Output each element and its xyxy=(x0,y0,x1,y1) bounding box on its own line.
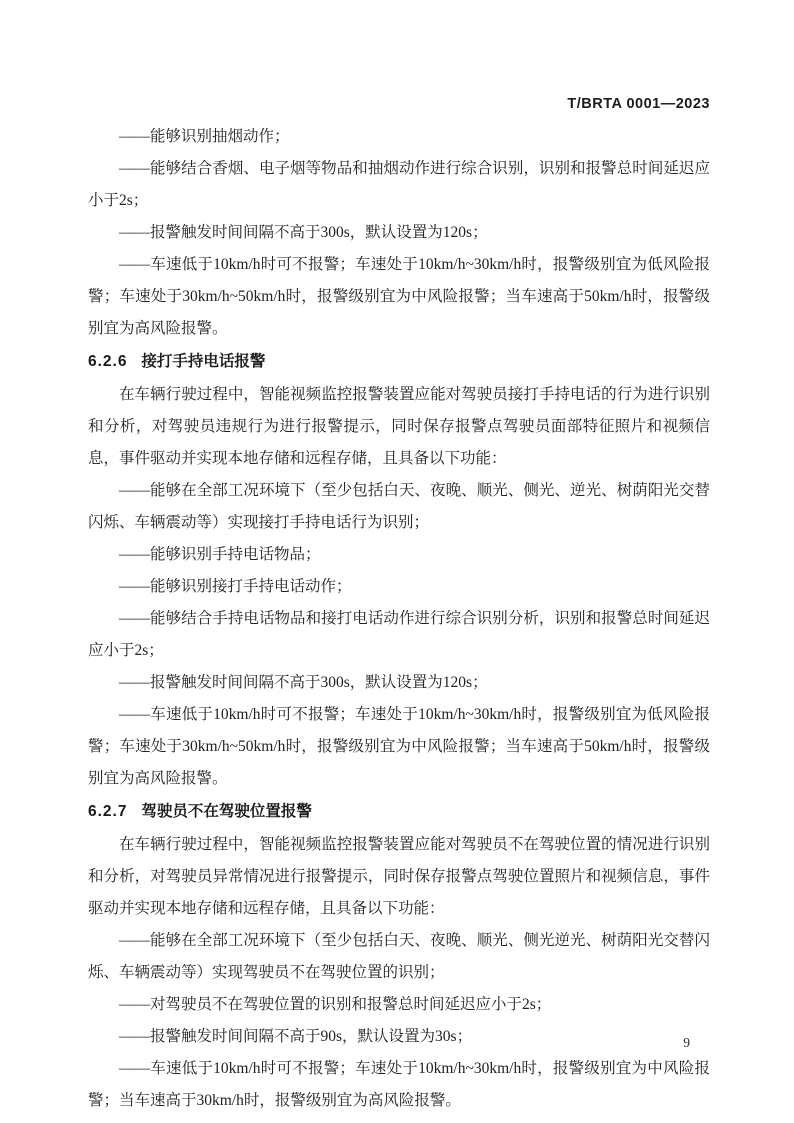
list-item: ——能够在全部工况环境下（至少包括白天、夜晚、顺光、侧光、逆光、树荫阳光交替闪烁、车辆震动等）实现接打手持电话行为识别； xyxy=(88,482,710,531)
list-item: ——能够在全部工况环境下（至少包括白天、夜晚、顺光、侧光逆光、树荫阳光交替闪烁、车辆震动等）实现驾驶员不在驾驶位置的识别； xyxy=(88,932,710,981)
page-content xyxy=(88,121,710,1117)
section-heading xyxy=(88,796,710,828)
section-title: 接打手持电话报警 xyxy=(141,353,266,370)
section-title: 驾驶员不在驾驶位置报警 xyxy=(141,803,312,820)
list-item: ——能够识别抽烟动作； xyxy=(119,128,290,145)
list-item: ——报警触发时间间隔不高于300s，默认设置为120s； xyxy=(119,674,488,691)
section-number: 6.2.7 xyxy=(88,803,128,820)
list-item: ——能够结合香烟、电子烟等物品和抽烟动作进行综合识别，识别和报警总时间延迟应小于2s； xyxy=(88,160,710,209)
list-item: ——能够识别接打手持电话动作； xyxy=(119,578,352,595)
list-item: ——车速低于10km/h时可不报警；车速处于10km/h~30km/h时，报警级别宜为中风险报警；当车速高于30km/h时，报警级别宜为高风险报警。 xyxy=(88,1060,710,1109)
section-heading xyxy=(88,346,710,378)
list-item: ——报警触发时间间隔不高于90s，默认设置为30s； xyxy=(119,1028,473,1045)
section-number: 6.2.6 xyxy=(88,353,128,370)
list-item: ——报警触发时间间隔不高于300s，默认设置为120s； xyxy=(119,224,488,241)
list-item: ——能够结合手持电话物品和接打电话动作进行综合识别分析，识别和报警总时间延迟应小于2s； xyxy=(88,610,710,659)
list-item: ——对驾驶员不在驾驶位置的识别和报警总时间延迟应小于2s； xyxy=(119,996,552,1013)
list-item: ——车速低于10km/h时可不报警；车速处于10km/h~30km/h时，报警级别宜为低风险报警；车速处于30km/h~50km/h时，报警级别宜为中风险报警；当车速高于50km/h时，报警级别宜为高风险报警。 xyxy=(88,256,710,337)
paragraph: 在车辆行驶过程中，智能视频监控报警装置应能对驾驶员不在驾驶位置的情况进行识别和分析，对驾驶员异常情况进行报警提示，同时保存报警点驾驶位置照片和视频信息，事件驱动并实现本地存储和远程存储，且具备以下功能： xyxy=(88,836,710,917)
page-number: 9 xyxy=(683,1035,690,1050)
list-item: ——能够识别手持电话物品； xyxy=(119,546,321,563)
list-item: ——车速低于10km/h时可不报警；车速处于10km/h~30km/h时，报警级别宜为低风险报警；车速处于30km/h~50km/h时，报警级别宜为中风险报警；当车速高于50km/h时，报警级别宜为高风险报警。 xyxy=(88,706,710,787)
paragraph: 在车辆行驶过程中，智能视频监控报警装置应能对驾驶员接打手持电话的行为进行识别和分析，对驾驶员违规行为进行报警提示，同时保存报警点驾驶员面部特征照片和视频信息，事件驱动并实现本地存储和远程存储，且具备以下功能： xyxy=(88,386,710,467)
doc-code-header: T/BRTA 0001—2023 xyxy=(567,96,710,112)
